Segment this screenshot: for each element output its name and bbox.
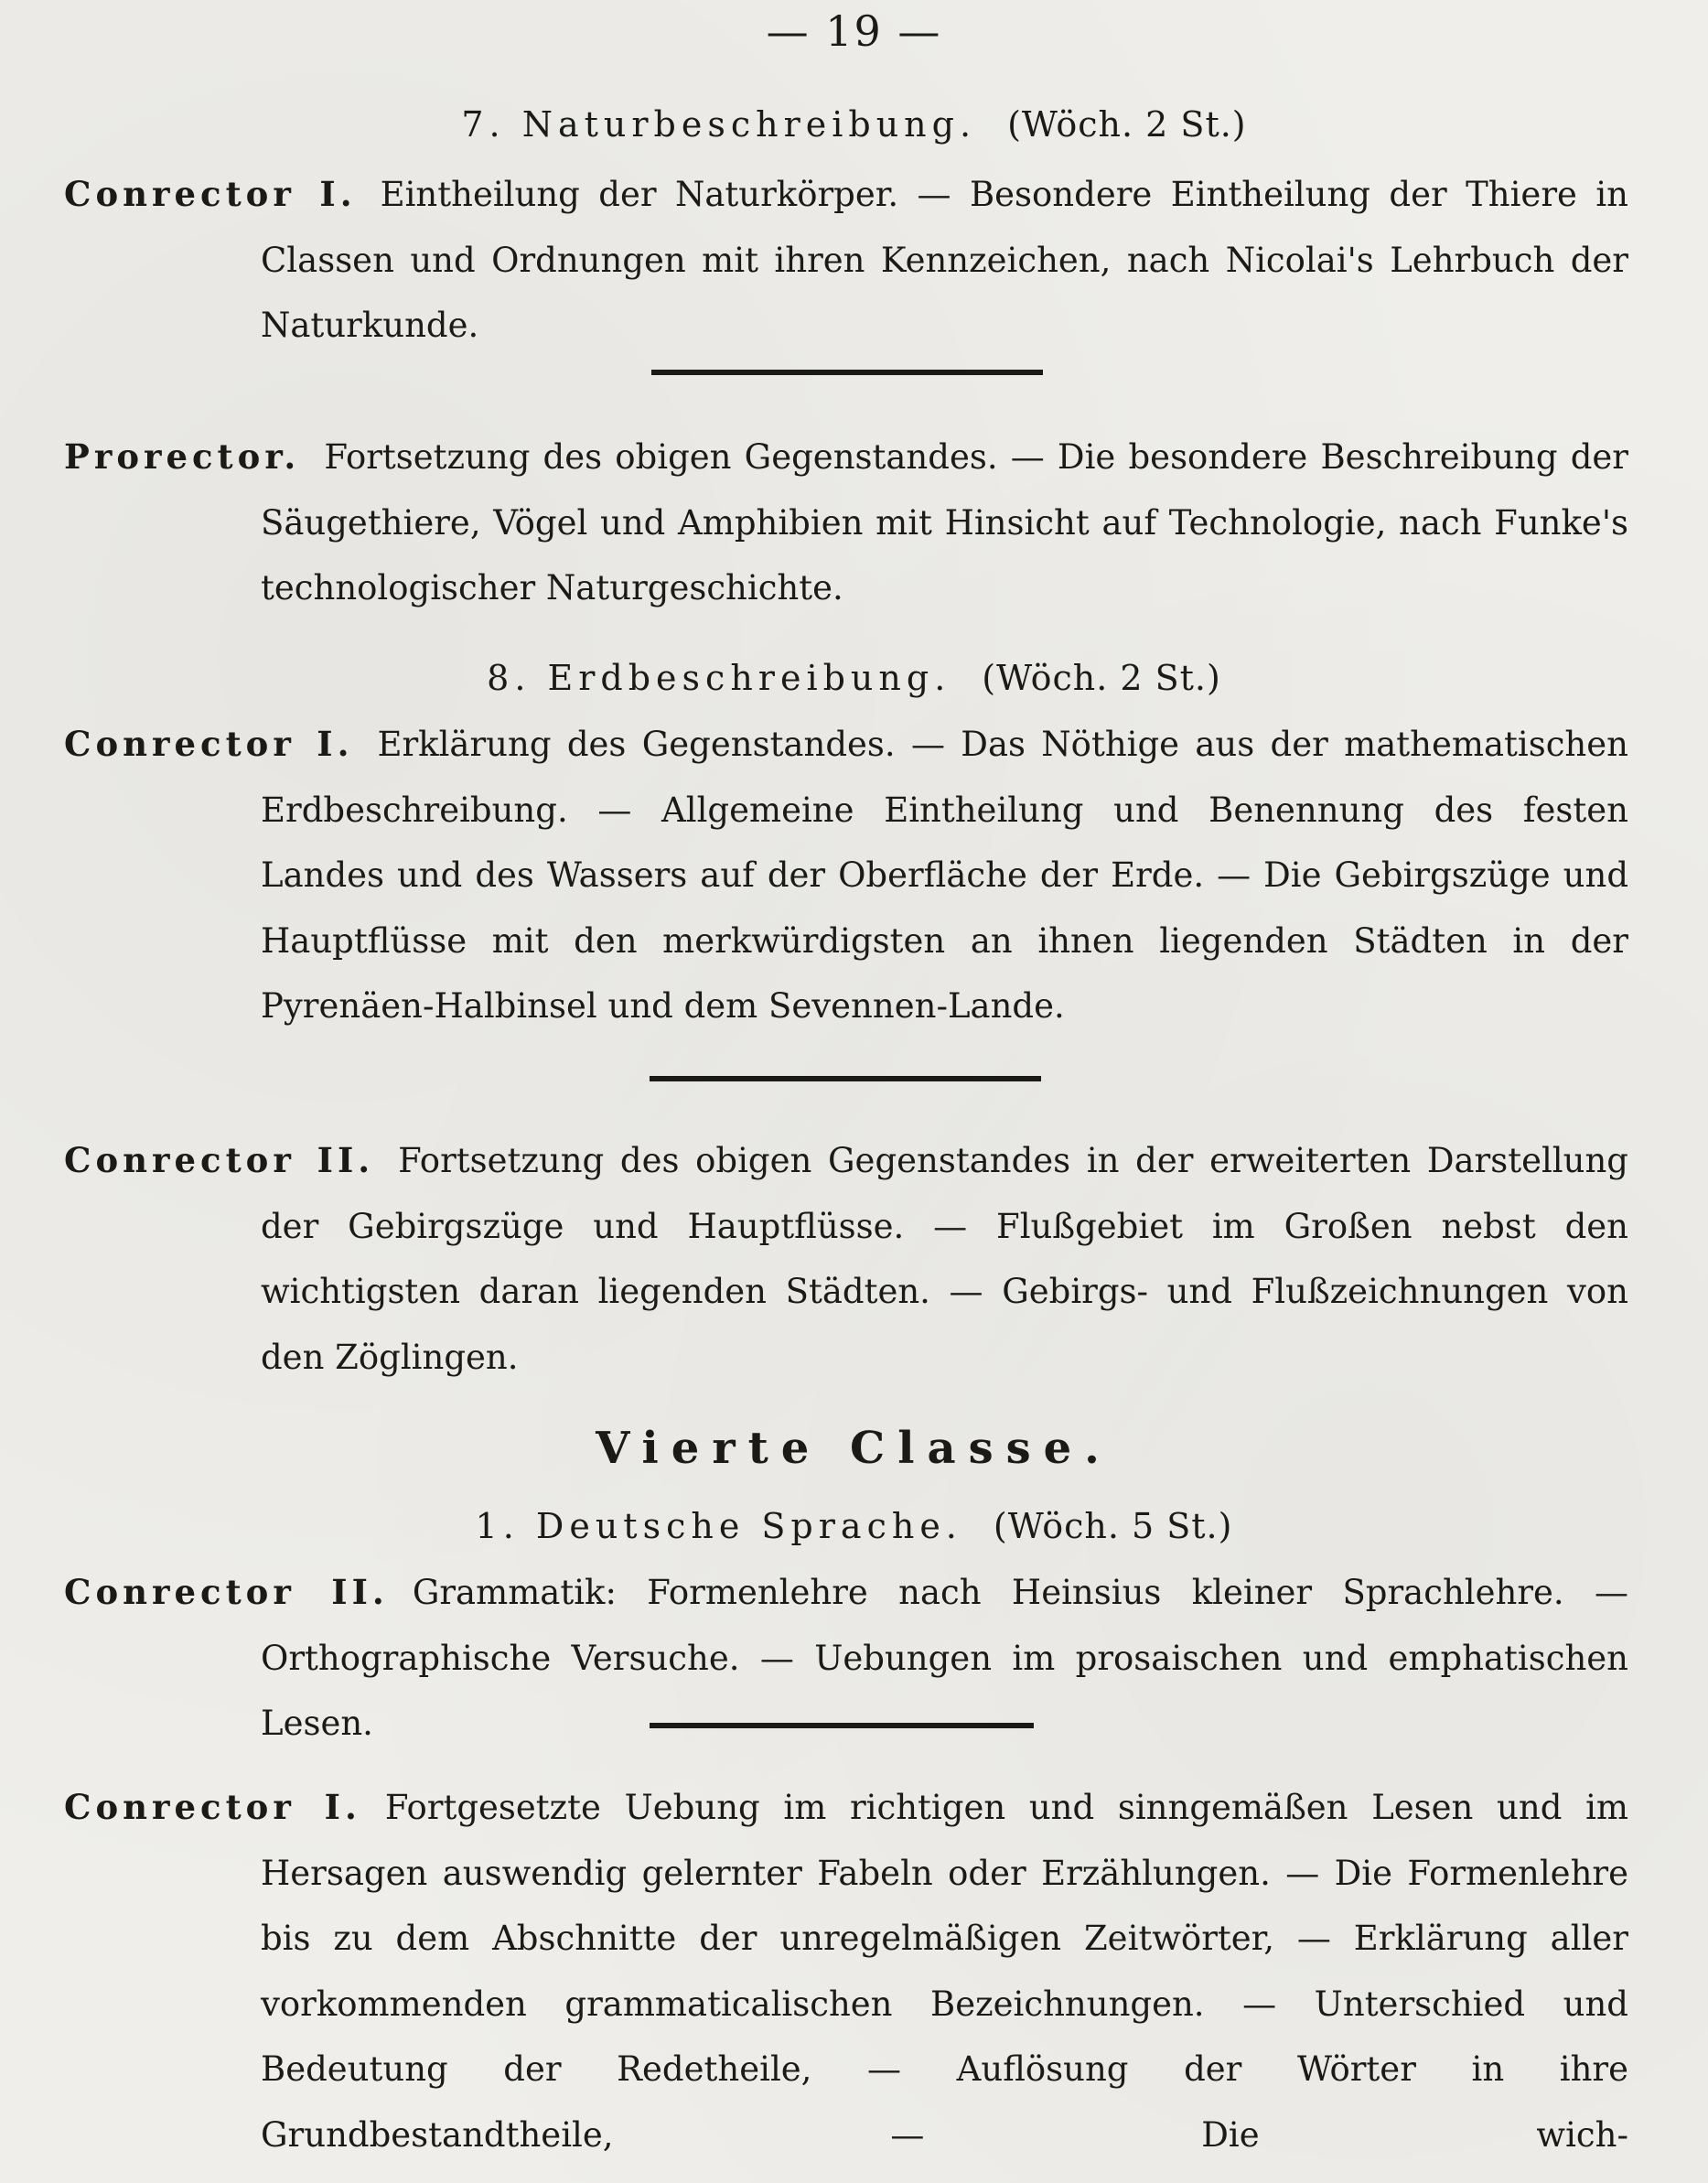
teacher-name: Conrector I. [64, 724, 354, 764]
section-title: 1. Deutsche Sprache. [475, 1506, 962, 1546]
teacher-name: Conrector II. [64, 1572, 389, 1612]
entry-text: Fortsetzung des obigen Gegenstandes. — Die besondere Beschreibung der Säugethiere, Vögel und Amphibien mit Hinsicht auf Technologie, nach Funke's technologischer Naturgeschichte. [261, 437, 1628, 608]
section-heading-geography [0, 652, 1708, 704]
section-title: 7. Naturbeschreibung. [461, 104, 977, 145]
entry-natural-history-conrector-1 [64, 162, 1628, 359]
entry-natural-history-prorector [64, 425, 1628, 621]
entry-paragraph [64, 162, 1628, 359]
section-divider [650, 1076, 1041, 1081]
entry-german-conrector-1 [64, 1775, 1628, 2167]
entry-text: Erklärung des Gegenstandes. — Das Nöthige aus der mathematischen Erdbeschreibung. — Allgemeine Eintheilung und Benennung des festen Landes und des Wassers auf der Oberfläche der Erde. — Die Gebirgszüge und Hauptflüsse mit den merkwürdigsten an ihnen liegenden Städten in der Pyrenäen-Halbinsel und dem Sevennen-Lande. [261, 725, 1628, 1026]
entry-paragraph [64, 1775, 1628, 2167]
entry-text: Fortsetzung des obigen Gegenstandes in der erweiterten Darstellung der Gebirgszüge und Hauptflüsse. — Flußgebiet im Großen nebst den wichtigsten daran liegenden Städten. — Gebirgs- und Flußzeichnungen von den Zöglingen. [261, 1141, 1628, 1377]
teacher-name: Conrector I. [64, 1787, 361, 1827]
section-hours: (Wöch. 2 St.) [1007, 104, 1247, 145]
entry-text: Grammatik: Formenlehre nach Heinsius kleiner Sprachlehre. — Orthographische Versuche. — Uebungen im prosaischen und emphatischen Lesen. [261, 1573, 1629, 1743]
teacher-name: Prorector. [64, 436, 301, 477]
entry-geography-conrector-2 [64, 1128, 1628, 1390]
entry-geography-conrector-1 [64, 712, 1628, 1039]
entry-paragraph [64, 712, 1628, 1039]
teacher-name: Conrector I. [64, 174, 357, 214]
page-number: — 19 — [766, 6, 942, 56]
teacher-name: Conrector II. [64, 1140, 375, 1180]
section-heading-natural-history [0, 99, 1708, 150]
entry-paragraph [64, 425, 1628, 621]
section-divider [650, 1723, 1034, 1728]
section-title: 8. Erdbeschreibung. [487, 658, 951, 698]
entry-text: Fortgesetzte Uebung im richtigen und sinngemäßen Lesen und im Hersagen auswendig gelernter Fabeln oder Erzählungen. — Die Formenlehre bis zu dem Abschnitte der unregelmäßigen Zeitwörter, — Erklärung aller vorkommenden grammaticalischen Bezeichnungen. — Unterschied und Bedeutung der Redetheile, — Auflösung der Wörter in ihre Grundbestandtheile, — Die wich- [261, 1788, 1628, 2155]
class-heading: Vierte Classe. [596, 1423, 1112, 1474]
section-hours: (Wöch. 5 St.) [993, 1506, 1233, 1546]
section-divider [651, 370, 1043, 375]
entry-paragraph [64, 1128, 1628, 1390]
section-heading-german [0, 1500, 1708, 1552]
entry-text: Eintheilung der Naturkörper. — Besondere Eintheilung der Thiere in Classen und Ordnungen mit ihren Kennzeichen, nach Nicolai's Lehrbuch der Naturkunde. [261, 175, 1628, 345]
section-hours: (Wöch. 2 St.) [982, 658, 1221, 698]
